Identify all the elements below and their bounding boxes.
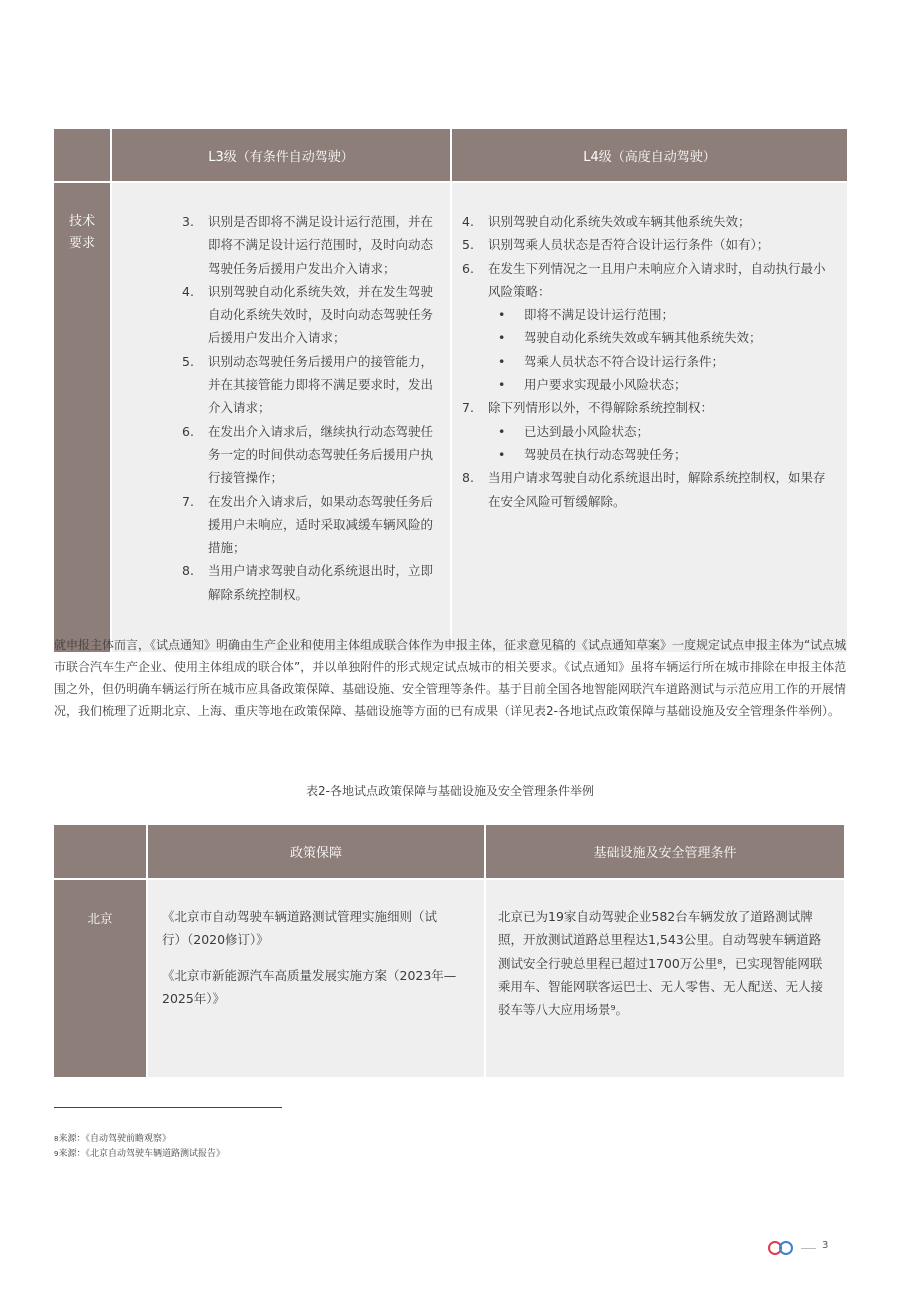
l4-item [462,466,833,513]
item-text: 当用户请求驾驶自动化系统退出时，立即解除系统控制权。 [208,563,434,602]
item-number: 4. [182,283,194,299]
item-text: 识别驾驶自动化系统失效或车辆其他系统失效； [488,214,751,229]
table-caption: 表2-各地试点政策保障与基础设施及安全管理条件举例 [306,784,594,798]
bullet-text: 驾驶员在执行动态驾驶任务； [524,446,687,462]
l4-item [462,257,833,397]
conditions-cell: 北京已为19家自动驾驶企业582台车辆发放了道路测试牌照，开放测试道路总里程达1,543公里。自动驾驶车辆道路测试安全行驶总里程已超过1700万公里⁸，已实现智能网联乘用车、智能网联客运巴士、无人零售、无人配送、无人接驳车等八大应用场景⁹。 [486,880,844,1077]
sub-bullet-item [462,443,833,466]
sub-bullet-item [462,420,833,443]
header-l4: L4级（高度自动驾驶） [452,129,847,181]
l4-item [462,210,833,233]
l3-item [182,280,440,350]
l4-item [462,396,833,466]
item-text: 识别驾驶自动化系统失效，并在发生驾驶自动化系统失效时，及时向动态驾驶任务后援用户发出介入请求； [208,283,434,346]
footnote-8: $^8$来源：《自动驾驶前瞻观察》 [54,1134,171,1144]
item-number: 5. [182,353,194,369]
policy-item: 《北京市新能源汽车高质量发展实施方案（2023年—2025年）》 [162,967,457,1006]
item-number: 6. [462,260,474,276]
l3-item [182,559,440,606]
bullet-dot-icon: • [498,423,506,439]
item-number: 4. [462,214,474,229]
page-number-rule [801,1248,816,1249]
table2-header-corner [54,825,146,878]
bullet-text: 即将不满足设计运行范围； [524,307,675,323]
bullet-dot-icon: • [498,307,506,323]
page-number: 3 [822,1240,829,1251]
item-text: 识别动态驾驶任务后援用户的接管能力，并在其接管能力即将不满足要求时，发出介入请求； [208,353,434,416]
item-text: 识别驾乘人员状态是否符合设计运行条件（如有）； [488,237,770,253]
item-number: 8. [462,470,474,486]
sub-bullet-list [462,420,833,467]
sub-bullet-item [462,350,833,373]
bullet-text: 已达到最小风险状态； [524,423,650,439]
sub-bullet-item [462,303,833,326]
policy-item: 《北京市自动驾驶车辆道路测试管理实施细则（试行）（2020修订）》 [162,909,438,948]
item-number: 8. [182,563,194,579]
l3-item [182,420,440,490]
item-number: 7. [182,493,194,509]
item-number: 6. [182,423,194,439]
l3-requirements-cell [112,183,450,652]
item-number: 3. [182,214,194,229]
table-header-corner [54,129,110,181]
policy-cell [148,880,484,1077]
header-infrastructure: 基础设施及安全管理条件 [486,825,844,878]
item-text: 当用户请求驾驶自动化系统退出时，解除系统控制权，如果存在安全风险可暂缓解除。 [488,470,826,509]
l4-requirements-cell [452,183,847,652]
item-text: 除下列情形以外，不得解除系统控制权： [488,400,714,416]
l3-item [182,210,440,280]
bullet-dot-icon: • [498,446,506,462]
bullet-dot-icon: • [498,377,506,393]
l3-requirements-list [182,210,440,606]
footnote-9: $^9$来源：《北京自动驾驶车辆道路测试报告》 [54,1149,225,1159]
sub-bullet-item [462,326,833,349]
bullet-text: 驾乘人员状态不符合设计运行条件； [524,353,725,369]
bullet-dot-icon: • [498,353,506,369]
body-paragraph: 就申报主体而言，《试点通知》明确由生产企业和使用主体组成联合体作为申报主体，征求意见稿的《试点通知草案》一度规定试点申报主体为“试点城市联合汽车生产企业、使用主体组成的联合体”，并以单独附件的形式规定试点城市的相关要求。《试点通知》虽将车辆运行所在城市排除在申报主体范围之外，但仍明确车辆运行所在城市应具备政策保障、基础设施、安全管理等条件。基于目前全国各地智能网联汽车道路测试与示范应用工作的开展情况，我们梳理了近期北京、上海、重庆等地在政策保障、基础设施等方面的已有成果（详见表2-各地试点政策保障与基础设施及安全管理条件举例）。 [54,638,847,718]
header-policy: 政策保障 [148,825,484,878]
l4-item [462,233,833,256]
header-l3: L3级（有条件自动驾驶） [112,129,450,181]
l3-item [182,350,440,420]
item-number: 7. [462,400,474,416]
footnote-divider [54,1107,282,1108]
item-text: 识别是否即将不满足设计运行范围，并在即将不满足设计运行范围时，及时向动态驾驶任务后援用户发出介入请求； [208,214,434,276]
item-text: 在发出介入请求后，继续执行动态驾驶任务一定的时间供动态驾驶任务后援用户执行接管操作； [208,423,434,486]
l4-requirements-list [462,210,833,513]
item-text: 在发生下列情况之一且用户未响应介入请求时，自动执行最小风险策略： [488,260,826,299]
sub-bullet-item [462,373,833,396]
table-row [54,880,844,1077]
bullet-dot-icon: • [498,330,506,346]
bullet-text: 驾驶自动化系统失效或车辆其他系统失效； [524,330,762,346]
bullet-text: 用户要求实现最小风险状态； [524,377,687,393]
item-text: 在发出介入请求后，如果动态驾驶任务后援用户未响应，适时采取减缓车辆风险的措施； [208,493,434,556]
sub-bullet-list [462,303,833,396]
row-label-tech-requirements: 技术 要求 [54,183,110,652]
brand-logo-icon [767,1240,795,1256]
city-label: 北京 [54,880,146,1077]
item-number: 5. [462,237,474,253]
table-city-conditions [54,825,844,1077]
l3-item [182,490,440,560]
table-l3-l4-requirements [54,129,847,652]
